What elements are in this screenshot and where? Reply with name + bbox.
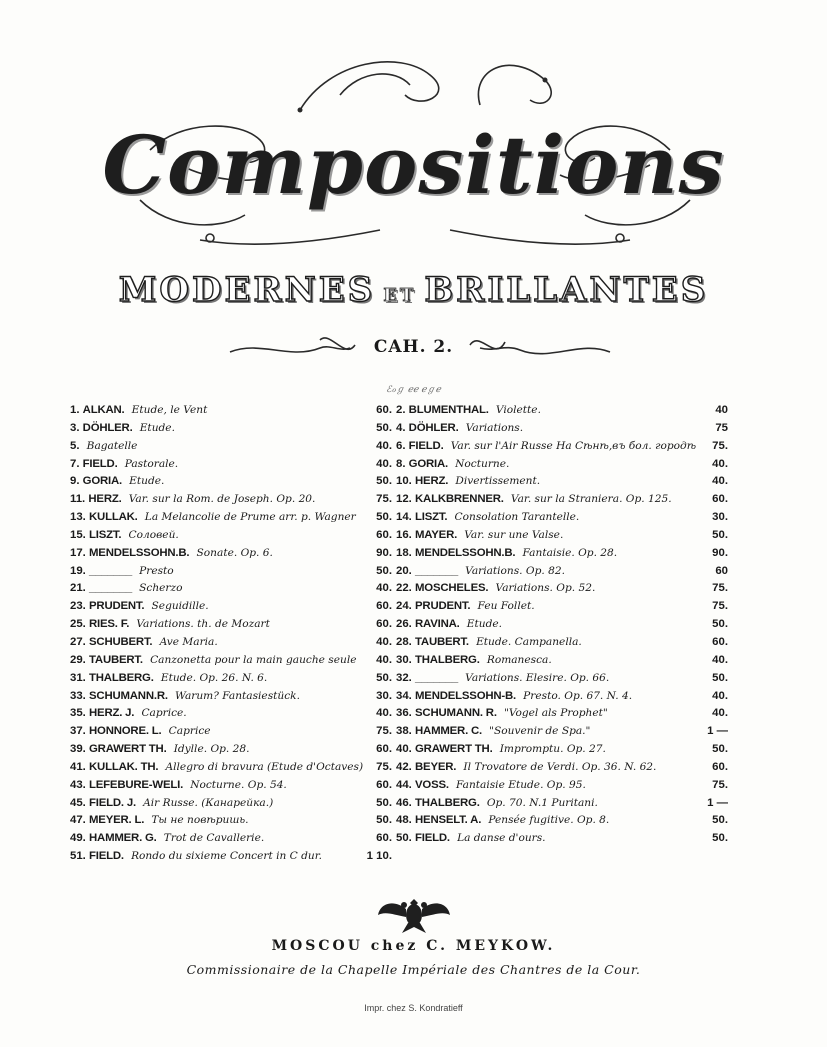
right-catalog-entry xyxy=(396,456,702,474)
left-catalog-entry xyxy=(70,795,372,813)
work-title: Warum? Fantasiestück. xyxy=(175,689,300,702)
left-catalog-entry xyxy=(70,545,372,563)
work-title: Fantaisie Etude. Op. 95. xyxy=(456,778,586,791)
work-title: Nocturne. Op. 54. xyxy=(190,778,287,791)
right-catalog-entry xyxy=(396,652,702,670)
right-catalog-entry xyxy=(396,688,702,706)
work-title: Variations. th. de Mozart xyxy=(136,618,270,631)
price: 90. xyxy=(376,546,392,559)
composer-name: ALKAN. xyxy=(82,404,125,416)
composer-name: HAMMER. G. xyxy=(89,832,157,845)
composer-name: THALBERG. xyxy=(89,671,154,684)
catalog-row xyxy=(70,545,740,563)
entry-number: 7. xyxy=(70,457,80,470)
entry-number: 1. xyxy=(70,404,80,416)
entry-number: 45. xyxy=(70,796,86,809)
entry-number: 10. xyxy=(396,475,412,488)
catalog-row xyxy=(70,634,740,652)
composer-name: BLUMENTHAL. xyxy=(408,404,489,416)
work-title: Caprice. xyxy=(141,707,187,720)
right-catalog-entry xyxy=(396,580,702,598)
composer-name: SCHUMANN.R. xyxy=(89,689,168,702)
entry-number: 3. xyxy=(70,421,80,434)
work-title: Etude. Campanella. xyxy=(476,635,582,648)
composer-name: DÖHLER. xyxy=(82,421,133,434)
work-title: Соловей. xyxy=(128,528,179,541)
left-catalog-entry xyxy=(70,723,372,741)
work-title: Scherzo xyxy=(139,582,183,595)
right-catalog-entry xyxy=(396,616,702,634)
composer-name: TAUBERT. xyxy=(89,653,143,666)
right-catalog-entry xyxy=(396,795,702,813)
composer-name: SCHUMANN. R. xyxy=(415,707,497,720)
work-title: Pastorale. xyxy=(124,457,179,470)
left-catalog-entry xyxy=(70,598,372,616)
work-title: Divertissement. xyxy=(455,475,541,488)
left-catalog-entry xyxy=(70,563,372,581)
right-catalog-entry xyxy=(396,705,702,723)
catalog-row xyxy=(70,509,740,527)
composer-name: MOSCHELES. xyxy=(415,582,489,595)
entry-number: 15. xyxy=(70,528,86,541)
entry-number: 11. xyxy=(70,493,86,506)
subtitle xyxy=(0,270,827,310)
work-title: Ave Maria. xyxy=(159,635,218,648)
work-title: Rondo du sixieme Concert in C dur. xyxy=(131,850,322,863)
work-title: Impromptu. Op. 27. xyxy=(499,743,606,756)
entry-number: 2. xyxy=(396,404,406,416)
price: 50. xyxy=(376,564,392,577)
entry-number: 30. xyxy=(396,653,412,666)
work-title: Bagatelle xyxy=(86,439,138,452)
price: 40. xyxy=(376,582,392,595)
catalog-row xyxy=(70,420,740,438)
composer-name: MEYER. L. xyxy=(89,814,145,827)
price: 40. xyxy=(712,707,728,720)
price: 40. xyxy=(376,635,392,648)
work-title: "Souvenir de Spa." xyxy=(489,725,591,738)
catalog-row xyxy=(70,723,740,741)
price: 50. xyxy=(376,814,392,827)
work-title: La Melancolie de Prume arr. p. Wagner xyxy=(144,511,356,524)
price: 40. xyxy=(712,475,728,488)
composer-name: MAYER. xyxy=(415,528,458,541)
entry-number: 5. xyxy=(70,439,80,452)
left-catalog-entry xyxy=(70,777,372,795)
left-catalog-entry xyxy=(70,759,372,777)
composer-name: FIELD. xyxy=(408,439,444,452)
entry-number: 12. xyxy=(396,493,412,506)
left-catalog-entry xyxy=(70,830,372,848)
entry-number: 4. xyxy=(396,421,406,434)
price: 60 xyxy=(715,564,728,577)
composer-name: HERZ. xyxy=(88,493,122,506)
left-catalog-entry xyxy=(70,438,372,456)
composer-name: GORIA. xyxy=(408,457,448,470)
work-title: Consolation Tarantelle. xyxy=(454,511,580,524)
price: 90. xyxy=(712,546,728,559)
entry-number: 26. xyxy=(396,618,412,631)
right-catalog-entry xyxy=(396,812,702,830)
work-title: Il Trovatore de Verdi. Op. 36. N. 62. xyxy=(463,760,657,773)
composer-name: GRAWERT TH. xyxy=(415,743,493,756)
imprint-line: Impr. chez S. Kondratieff xyxy=(364,1003,463,1013)
entry-number: 43. xyxy=(70,778,86,791)
composer-name: _______ xyxy=(415,671,458,684)
entry-number: 17. xyxy=(70,546,86,559)
price: 75. xyxy=(712,439,728,452)
entry-number: 47. xyxy=(70,814,86,827)
right-catalog-entry xyxy=(396,420,702,438)
catalog-list xyxy=(70,402,740,866)
composer-name: LEFEBURE-WELI. xyxy=(89,778,184,791)
work-title: Variations. Elesire. Op. 66. xyxy=(465,671,610,684)
catalog-row xyxy=(70,777,740,795)
catalog-row xyxy=(70,652,740,670)
price: 75. xyxy=(376,493,392,506)
catalog-row xyxy=(70,812,740,830)
work-title: Pensée fugitive. Op. 8. xyxy=(488,814,610,827)
price: 75. xyxy=(376,760,392,773)
left-catalog-entry xyxy=(70,491,372,509)
composer-name: RIES. F. xyxy=(89,618,130,631)
right-catalog-entry xyxy=(396,759,702,777)
work-title: Presto. Op. 67. N. 4. xyxy=(523,689,633,702)
price: 75. xyxy=(376,725,392,738)
work-title: Sonate. Op. 6. xyxy=(196,546,273,559)
price: 1 10. xyxy=(366,850,392,863)
composer-name: MENDELSSOHN.B. xyxy=(415,546,516,559)
price: 40. xyxy=(376,707,392,720)
left-catalog-entry xyxy=(70,688,372,706)
right-catalog-entry xyxy=(396,830,702,848)
catalog-row xyxy=(70,563,740,581)
right-catalog-entry xyxy=(396,670,702,688)
left-catalog-entry xyxy=(70,848,372,866)
composer-name: KALKBRENNER. xyxy=(415,493,504,506)
composer-name: THALBERG. xyxy=(415,653,480,666)
left-catalog-entry xyxy=(70,705,372,723)
entry-number: 35. xyxy=(70,707,86,720)
composer-name: FIELD. xyxy=(415,832,450,845)
work-title: Nocturne. xyxy=(455,457,510,470)
left-catalog-entry xyxy=(70,812,372,830)
composer-name: GRAWERT TH. xyxy=(89,743,167,756)
entry-number: 28. xyxy=(396,635,412,648)
composer-name: KULLAK. TH. xyxy=(89,760,159,773)
catalog-row xyxy=(70,580,740,598)
price: 50. xyxy=(376,511,392,524)
price: 50. xyxy=(376,796,392,809)
composer-name: FIELD. xyxy=(89,850,124,863)
work-title: Variations. xyxy=(465,421,524,434)
composer-name: PRUDENT. xyxy=(415,600,471,613)
composer-name: HERZ. xyxy=(415,475,449,488)
work-title: Etude. xyxy=(129,475,165,488)
price: 75. xyxy=(712,582,728,595)
work-title: Romanesca. xyxy=(486,653,552,666)
work-title: Etude. xyxy=(466,618,503,631)
entry-number: 16. xyxy=(396,528,412,541)
catalog-row xyxy=(70,795,740,813)
price: 50. xyxy=(712,814,728,827)
cahier-number: CAH. 2. xyxy=(373,337,454,357)
right-catalog-entry xyxy=(396,509,702,527)
work-title: Feu Follet. xyxy=(477,600,535,613)
work-title: Variations. Op. 82. xyxy=(465,564,565,577)
entry-number: 18. xyxy=(396,546,412,559)
right-catalog-entry xyxy=(396,473,702,491)
composer-name: FIELD. xyxy=(82,457,118,470)
work-title: Air Russe. (Канарейка.) xyxy=(143,796,274,809)
entry-number: 29. xyxy=(70,653,86,666)
entry-number: 9. xyxy=(70,475,80,488)
entry-number: 13. xyxy=(70,511,86,524)
composer-name: MENDELSSOHN-B. xyxy=(415,689,516,702)
catalog-row xyxy=(70,527,740,545)
left-catalog-entry xyxy=(70,580,372,598)
price: 50. xyxy=(376,421,392,434)
publisher-line: MOSCOU chez C. MEYKOW. xyxy=(271,938,556,954)
composer-name: SCHUBERT. xyxy=(89,635,153,648)
entry-number: 42. xyxy=(396,760,412,773)
catalog-row xyxy=(70,616,740,634)
composer-name: BEYER. xyxy=(415,760,457,773)
work-title: Var. sur la Straniera. Op. 125. xyxy=(510,493,672,506)
price: 50. xyxy=(712,743,728,756)
price: 60. xyxy=(712,493,728,506)
price: 60. xyxy=(376,743,392,756)
subtitle-et: ET xyxy=(383,285,417,306)
title-block xyxy=(0,0,827,400)
left-catalog-entry xyxy=(70,527,372,545)
right-catalog-entry xyxy=(396,527,702,545)
left-catalog-entry xyxy=(70,456,372,474)
catalog-row xyxy=(70,705,740,723)
entry-number: 20. xyxy=(396,564,412,577)
entry-number: 39. xyxy=(70,743,86,756)
work-title: Var. sur l'Air Russe На Сѣнѣ,въ бол. городѣ xyxy=(450,439,697,452)
entry-number: 24. xyxy=(396,600,412,613)
entry-number: 48. xyxy=(396,814,412,827)
entry-number: 14. xyxy=(396,511,412,524)
right-catalog-entry xyxy=(396,777,702,795)
right-catalog-entry xyxy=(396,723,702,741)
right-catalog-entry xyxy=(396,598,702,616)
left-catalog-entry xyxy=(70,509,372,527)
subtitle-left: MODERNES xyxy=(118,270,376,310)
composer-name: _______ xyxy=(89,582,132,595)
composer-name: HERZ. J. xyxy=(89,707,135,720)
price: 50. xyxy=(376,671,392,684)
price: 40. xyxy=(376,457,392,470)
price: 75 xyxy=(715,421,728,434)
entry-number: 6. xyxy=(396,439,406,452)
price: 60. xyxy=(712,635,728,648)
work-title: Trot de Cavallerie. xyxy=(163,832,265,845)
price: 60. xyxy=(376,404,392,416)
work-title: Caprice xyxy=(168,725,211,738)
price: 50. xyxy=(712,671,728,684)
right-catalog-entry xyxy=(396,848,702,866)
catalog-row xyxy=(70,438,740,456)
work-title: Canzonetta pour la main gauche seule xyxy=(150,653,357,666)
catalog-row xyxy=(70,848,740,866)
left-catalog-entry xyxy=(70,634,372,652)
composer-name: HAMMER. C. xyxy=(415,725,482,738)
left-catalog-entry xyxy=(70,670,372,688)
work-title: La danse d'ours. xyxy=(457,832,546,845)
left-catalog-entry xyxy=(70,741,372,759)
work-title: Etude. xyxy=(139,421,175,434)
entry-number: 50. xyxy=(396,832,412,845)
price: 60. xyxy=(376,600,392,613)
work-title: Seguidille. xyxy=(151,600,209,613)
catalog-row xyxy=(70,473,740,491)
price: 30. xyxy=(712,511,728,524)
price: 75. xyxy=(712,600,728,613)
right-catalog-entry xyxy=(396,402,702,420)
left-catalog-entry xyxy=(70,616,372,634)
work-title: Allegro di bravura (Etude d'Octaves) xyxy=(165,760,364,773)
catalog-row xyxy=(70,759,740,777)
entry-number: 25. xyxy=(70,618,86,631)
left-catalog-entry xyxy=(70,420,372,438)
catalog-row xyxy=(70,491,740,509)
price: 50. xyxy=(712,618,728,631)
composer-name: RAVINA. xyxy=(415,618,460,631)
price: 60. xyxy=(376,618,392,631)
work-title: Var. sur la Rom. de Joseph. Op. 20. xyxy=(128,493,316,506)
price: 40 xyxy=(715,404,728,416)
entry-number: 49. xyxy=(70,832,86,845)
entry-number: 32. xyxy=(396,671,412,684)
entry-number: 19. xyxy=(70,564,86,577)
price: 1 — xyxy=(707,725,728,738)
work-title: Var. sur une Valse. xyxy=(464,528,564,541)
composer-name: DÖHLER. xyxy=(408,421,459,434)
price: 40. xyxy=(712,689,728,702)
catalog-rule-note: ℰℴℊ ℯℯ ℯℊℯ xyxy=(386,385,441,395)
entry-number: 40. xyxy=(396,743,412,756)
composer-name: LISZT. xyxy=(89,528,122,541)
work-title: Etude. Op. 26. N. 6. xyxy=(160,671,268,684)
work-title: Idylle. Op. 28. xyxy=(173,743,250,756)
price: 50. xyxy=(376,475,392,488)
work-title: Presto xyxy=(139,564,174,577)
price: 60. xyxy=(712,760,728,773)
price: 40. xyxy=(712,653,728,666)
work-title: Op. 70. N.1 Puritani. xyxy=(486,796,598,809)
catalog-row xyxy=(70,670,740,688)
work-title: "Vogel als Prophet" xyxy=(503,707,608,720)
entry-number: 31. xyxy=(70,671,86,684)
entry-number: 44. xyxy=(396,778,412,791)
catalog-row xyxy=(70,598,740,616)
entry-number: 27. xyxy=(70,635,86,648)
price: 60. xyxy=(376,778,392,791)
right-catalog-entry xyxy=(396,438,702,456)
composer-name: LISZT. xyxy=(415,511,448,524)
entry-number: 34. xyxy=(396,689,412,702)
price: 50. xyxy=(712,528,728,541)
entry-number: 23. xyxy=(70,600,86,613)
entry-number: 22. xyxy=(396,582,412,595)
entry-number: 41. xyxy=(70,760,86,773)
catalog-row xyxy=(70,402,740,420)
composer-name: MENDELSSOHN.B. xyxy=(89,546,190,559)
entry-number: 8. xyxy=(396,457,406,470)
catalog-row xyxy=(70,741,740,759)
composer-name: FIELD. J. xyxy=(89,796,136,809)
left-catalog-entry xyxy=(70,473,372,491)
entry-number: 36. xyxy=(396,707,412,720)
composer-name: HONNORE. L. xyxy=(89,725,162,738)
catalog-row xyxy=(70,830,740,848)
catalog-row xyxy=(70,456,740,474)
price: 1 — xyxy=(707,796,728,809)
subtitle-right: BRILLANTES xyxy=(424,270,709,310)
price: 40. xyxy=(376,653,392,666)
entry-number: 46. xyxy=(396,796,412,809)
price: 75. xyxy=(712,778,728,791)
composer-name: THALBERG. xyxy=(415,796,480,809)
price: 40. xyxy=(376,439,392,452)
left-catalog-entry xyxy=(70,402,372,420)
catalog-row xyxy=(70,688,740,706)
composer-name: _______ xyxy=(415,564,458,577)
price: 60. xyxy=(376,832,392,845)
composer-name: VOSS. xyxy=(415,778,449,791)
main-title: Compositions xyxy=(102,118,725,212)
entry-number: 38. xyxy=(396,725,412,738)
price: 50. xyxy=(712,832,728,845)
composer-name: HENSELT. A. xyxy=(415,814,482,827)
work-title: Etude, le Vent xyxy=(131,404,208,416)
right-catalog-entry xyxy=(396,491,702,509)
entry-number: 51. xyxy=(70,850,86,863)
composer-name: _______ xyxy=(89,564,132,577)
composer-name: PRUDENT. xyxy=(89,600,145,613)
commission-line: Commissionaire de la Chapelle Impériale des Chantres de la Cour. xyxy=(186,962,641,977)
composer-name: TAUBERT. xyxy=(415,635,469,648)
price: 30. xyxy=(376,689,392,702)
entry-number: 33. xyxy=(70,689,86,702)
right-catalog-entry xyxy=(396,741,702,759)
price: 40. xyxy=(712,457,728,470)
price: 60. xyxy=(376,528,392,541)
work-title: Violette. xyxy=(495,404,541,416)
work-title: Variations. Op. 52. xyxy=(495,582,596,595)
work-title: Fantaisie. Op. 28. xyxy=(522,546,618,559)
double-headed-eagle-icon xyxy=(372,893,456,935)
entry-number: 21. xyxy=(70,582,86,595)
left-catalog-entry xyxy=(70,652,372,670)
right-catalog-entry xyxy=(396,634,702,652)
entry-number: 37. xyxy=(70,725,86,738)
right-catalog-entry xyxy=(396,545,702,563)
right-catalog-entry xyxy=(396,563,702,581)
composer-name: GORIA. xyxy=(82,475,122,488)
composer-name: KULLAK. xyxy=(89,511,138,524)
work-title: Ты не повѣришь. xyxy=(151,814,249,827)
